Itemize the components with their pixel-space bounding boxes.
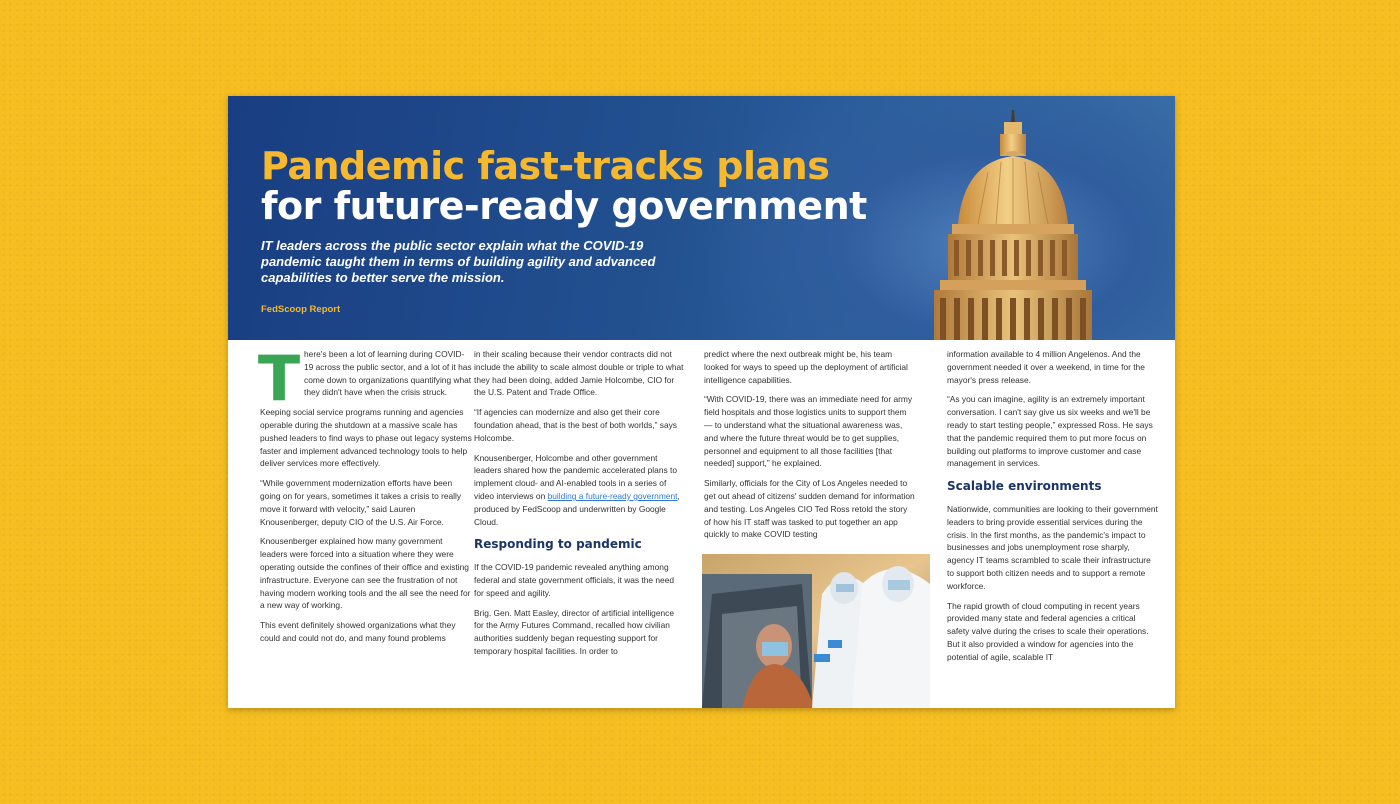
paragraph: This event definitely showed organizations what they could and could not do, and many found problems <box>260 620 456 643</box>
section-heading-responding: Responding to pandemic <box>474 537 642 552</box>
paragraph: Nationwide, communities are looking to their government leaders to bring provide essential services during the crisis. In the first months, as the pandemic's impact to businesses and jobs unemployment rose sharply, agency IT teams scrambled to scale their infrastructure to support both citizen needs and to support a remote workforce. <box>947 503 1158 591</box>
byline: FedScoop Report <box>261 304 341 315</box>
column-1 <box>257 342 472 652</box>
hero-banner <box>228 96 1175 340</box>
paragraph: Keeping social service programs running and agencies operable during the shutdown at a massive scale has pushed leaders to find ways to phase out legacy systems faster and implement advanced technology tools to help deliver services more effectively. <box>260 407 472 469</box>
paragraph: If the COVID-19 pandemic revealed anything among federal and state government officials, it was the need for speed and agility. <box>474 562 675 598</box>
title-line-1: Pandemic fast-tracks plans <box>261 144 830 188</box>
paragraph: predict where the next outbreak might be, his team looked for ways to speed up the deployment of artificial intelligence capabilities. <box>704 349 908 385</box>
paragraph: Brig. Gen. Matt Easley, director of artificial intelligence for the Army Futures Command, recalled how civilian authorities suddenly began requesting support for temporary hospital facilities. In order to <box>474 607 674 656</box>
dropcap-letter <box>257 342 301 415</box>
paragraph: “If agencies can modernize and also get their core foundation ahead, that is the best of both worlds,” says Holcombe. <box>474 407 677 443</box>
subtitle: IT leaders across the public sector explain what the COVID-19 pandemic taught them in terms of building agility and advanced capabilities to better serve the mission. <box>261 238 656 285</box>
paragraph: The rapid growth of cloud computing in recent years provided many state and federal agencies a critical safety valve during the crises to scale their operations. But it also provided a window for agencies into the potential of agile, scalable IT <box>947 600 1149 662</box>
column-2 <box>474 348 686 665</box>
paragraph-text: , produced by FedScoop and underwritten by Google Cloud. <box>474 490 680 527</box>
future-ready-government-link[interactable]: building a future-ready government <box>547 490 678 501</box>
title-line-2: for future-ready government <box>261 184 867 228</box>
capitol-dome-image <box>908 106 1118 340</box>
covid-testing-photo <box>702 554 930 708</box>
paragraph: information available to 4 million Angelenos. And the government needed it over a weekend, in time for the mayor's press release. <box>947 349 1145 385</box>
magazine-spread <box>228 96 1175 708</box>
paragraph: “As you can imagine, agility is an extremely important conversation. I can't say give us six weeks and we'll be ready to start testing people,” expressed Ross. He says that the pandemic required them to put more focus on building out platforms to improve customer and case management in services. <box>947 394 1153 469</box>
svg-text:T: T <box>257 342 301 415</box>
paragraph: Similarly, officials for the City of Los Angeles needed to get out ahead of citizens' sudden demand for information and testing. Los Angeles CIO Ted Ross retold the story of how his IT staff was tasked to put together an app quickly to make COVID testing <box>704 478 915 540</box>
column-4 <box>947 348 1159 671</box>
paragraph: in their scaling because their vendor contracts did not include the ability to scale almost double or triple to what they had been doing, added Jamie Holcombe, CIO for the U.S. Patent and Trade Office. <box>474 349 684 398</box>
section-heading-scalable: Scalable environments <box>947 479 1102 494</box>
paragraph: “While government modernization efforts have been going on for years, sometimes it takes a crisis to really move it forward with velocity,” said Lauren Knousenberger, deputy CIO of the U.S. Air Force. <box>260 478 462 527</box>
paragraph-text: Knousenberger, Holcombe and other government leaders shared how the pandemic accelerated plans to implement cloud- and AI-enabled tools in a series of video interviews on <box>474 452 677 501</box>
column-3 <box>704 348 916 548</box>
paragraph: “With COVID-19, there was an immediate need for army field hospitals and those logistics units to support them — to understand what the situational awareness was, and where the future threat would be to get supplies, personnel and equipment to all those facilities [that needed] support,” he explained. <box>704 394 913 469</box>
paragraph: Knousenberger explained how many government leaders were forced into a situation where they were operating outside the confines of their office and existing infrastructure. Everyone can see the frustration of not having modern working tools and the all see the need for a new way of working. <box>260 536 471 611</box>
paragraph <box>474 452 686 529</box>
paragraph: here's been a lot of learning during COVID-19 across the public sector, and a lot of it has come down to organizations quantifying what they didn't have when the crisis struck. <box>304 349 472 398</box>
